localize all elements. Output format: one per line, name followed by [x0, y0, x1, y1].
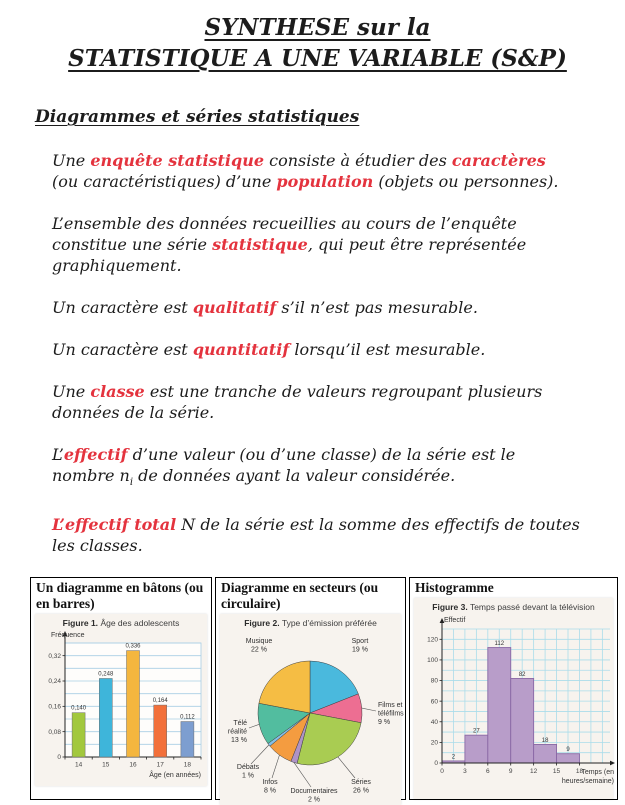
svg-text:13 %: 13 %	[231, 737, 247, 745]
svg-text:20: 20	[430, 739, 438, 747]
svg-text:Musique: Musique	[245, 638, 273, 646]
svg-text:100: 100	[427, 657, 438, 665]
svg-text:9: 9	[508, 768, 513, 776]
body-text-run: consiste à étudier des	[264, 151, 452, 170]
bar-chart-figure-area	[35, 614, 207, 786]
svg-text:16: 16	[129, 761, 137, 769]
svg-text:2: 2	[451, 754, 456, 761]
svg-text:Infos: Infos	[262, 779, 278, 787]
svg-text:18: 18	[575, 768, 584, 776]
svg-text:26 %: 26 %	[353, 787, 369, 795]
body-text-run: données de la série.	[52, 403, 215, 422]
histogram-figure-area	[414, 598, 613, 799]
pie-chart-figure-area	[220, 614, 404, 805]
body-text-run: L’ensemble des données recueillies au cours de l’enquête	[52, 214, 517, 233]
body-text-run: lorsqu’il est mesurable.	[289, 340, 486, 359]
svg-text:27: 27	[473, 728, 480, 735]
svg-text:Télé: Télé	[233, 720, 247, 728]
body-text-run: Un caractère est	[52, 298, 193, 317]
svg-text:120: 120	[427, 636, 438, 644]
term-highlight: L’effectif total	[52, 515, 177, 535]
svg-text:0,24: 0,24	[48, 678, 61, 686]
body-text-run: est une tranche de valeurs regroupant plusieurs	[144, 382, 543, 401]
body-text-run: de données ayant la valeur considérée.	[133, 466, 456, 485]
pie-chart	[220, 629, 406, 805]
body-text-run: (objets ou personnes).	[373, 172, 559, 191]
body-text-run: les classes.	[52, 536, 143, 556]
svg-text:Films et: Films et	[378, 702, 403, 710]
paragraph-effectif	[52, 444, 605, 493]
svg-text:8 %: 8 %	[263, 787, 277, 795]
body-text-run: (ou caractéristiques) d’une	[52, 172, 277, 191]
svg-text:18: 18	[541, 738, 549, 745]
svg-text:Temps (en: Temps (en	[581, 769, 614, 777]
term-highlight: quantitatif	[192, 340, 290, 359]
panel-histogram-header: Histogramme	[415, 580, 494, 596]
body-text-run: d’une valeur (ou d’une classe) de la série est le	[127, 445, 516, 464]
histogram-figure-label: Figure 3.	[432, 602, 468, 613]
panel-histogram	[409, 577, 618, 800]
pie-chart-figure-label: Figure 2.	[244, 618, 280, 629]
svg-text:réalité: réalité	[227, 728, 247, 736]
svg-text:0,336: 0,336	[125, 643, 141, 650]
svg-text:Effectif: Effectif	[444, 617, 466, 625]
term-highlight: classe	[90, 382, 145, 401]
svg-text:40: 40	[430, 719, 438, 727]
svg-text:9 %: 9 %	[378, 719, 391, 727]
term-highlight: population	[276, 172, 374, 191]
title-line-1: SYNTHESE sur la	[204, 14, 431, 41]
svg-text:17: 17	[156, 761, 164, 769]
svg-text:téléfilms: téléfilms	[378, 710, 404, 718]
body-text-run: i	[129, 477, 134, 489]
svg-text:0,08: 0,08	[48, 729, 61, 737]
paragraph-classe	[52, 381, 605, 423]
document-title	[30, 12, 605, 74]
pie-chart-caption	[220, 614, 401, 629]
term-highlight: effectif	[63, 445, 128, 464]
body-text-run: L’	[52, 445, 64, 464]
svg-text:82: 82	[518, 672, 526, 679]
body-text-run: constitue une série	[52, 235, 213, 254]
svg-text:15: 15	[102, 761, 110, 769]
body-paragraphs	[52, 150, 605, 556]
pie-chart-figure-title: Type d’émission préférée	[281, 618, 377, 629]
svg-text:Sport: Sport	[351, 638, 369, 646]
svg-text:18: 18	[183, 761, 192, 769]
bar-chart-caption	[35, 614, 207, 629]
paragraph-effectif-total	[52, 514, 605, 556]
figures-row	[30, 577, 614, 804]
panel-bar-chart-header: Un diagramme en bâtons (ou en barres)	[36, 580, 204, 612]
svg-text:Fréquence: Fréquence	[51, 632, 85, 640]
body-text-run: Une	[52, 151, 91, 170]
body-text-run: N de la série est la somme des effectifs de toutes	[176, 515, 580, 535]
svg-text:60: 60	[430, 698, 438, 706]
term-highlight: qualitatif	[192, 298, 277, 317]
svg-text:0: 0	[440, 768, 444, 776]
histogram-chart	[414, 613, 616, 799]
paragraph-quantitatif	[52, 339, 605, 360]
svg-text:15: 15	[552, 768, 561, 776]
svg-text:1 %: 1 %	[241, 772, 255, 780]
section-heading-text: Diagrammes et séries statistiques	[35, 107, 360, 127]
panel-bar-chart	[30, 577, 212, 800]
histogram-figure-title: Temps passé devant la télévision	[469, 602, 595, 613]
svg-text:0,112: 0,112	[180, 714, 195, 721]
title-line-2: STATISTIQUE A UNE VARIABLE (S&P)	[68, 45, 567, 72]
body-text-run: s’il n’est pas mesurable.	[276, 298, 478, 317]
panel-pie-chart-header: Diagramme en secteurs (ou circulaire)	[221, 580, 379, 612]
svg-text:Séries: Séries	[351, 779, 371, 787]
svg-text:Âge (en années): Âge (en années)	[149, 772, 201, 780]
svg-text:0,16: 0,16	[48, 703, 61, 711]
svg-text:19 %: 19 %	[352, 646, 368, 654]
paragraph-serie	[52, 213, 605, 276]
svg-text:2 %: 2 %	[307, 796, 321, 804]
svg-text:6: 6	[486, 768, 490, 776]
paragraph-enquete	[52, 150, 605, 192]
term-highlight: caractères	[451, 151, 546, 170]
svg-text:0,164: 0,164	[152, 698, 168, 705]
svg-text:14: 14	[74, 761, 83, 769]
svg-text:0,32: 0,32	[48, 653, 61, 661]
histogram-caption	[414, 598, 613, 613]
svg-text:112: 112	[494, 641, 505, 648]
body-text-run: graphiquement.	[52, 256, 182, 275]
bar-chart	[35, 629, 207, 781]
section-heading	[35, 106, 605, 128]
svg-text:3: 3	[463, 768, 467, 776]
svg-text:heures/semaine): heures/semaine)	[561, 778, 614, 786]
term-highlight: statistique	[212, 235, 308, 254]
bar-chart-figure-label: Figure 1.	[62, 618, 99, 629]
body-text-run: nombre n	[52, 466, 130, 485]
body-text-run: , qui peut être représentée	[307, 235, 527, 254]
svg-text:80: 80	[430, 677, 438, 685]
svg-text:Documentaires: Documentaires	[290, 788, 338, 796]
bar-chart-figure-title: Âge des adolescents	[100, 618, 180, 629]
paragraph-qualitatif	[52, 297, 605, 318]
svg-text:22 %: 22 %	[251, 646, 267, 654]
svg-text:0: 0	[57, 754, 61, 762]
svg-text:12: 12	[530, 768, 538, 776]
svg-text:9: 9	[566, 747, 570, 754]
svg-text:0,140: 0,140	[71, 705, 87, 712]
body-text-run: Un caractère est	[52, 340, 193, 359]
svg-text:0,248: 0,248	[98, 671, 114, 678]
panel-pie-chart	[215, 577, 406, 804]
body-text-run: Une	[52, 382, 91, 401]
svg-text:Débats: Débats	[236, 764, 260, 772]
svg-text:0: 0	[434, 760, 438, 768]
term-highlight: enquête statistique	[90, 151, 265, 170]
